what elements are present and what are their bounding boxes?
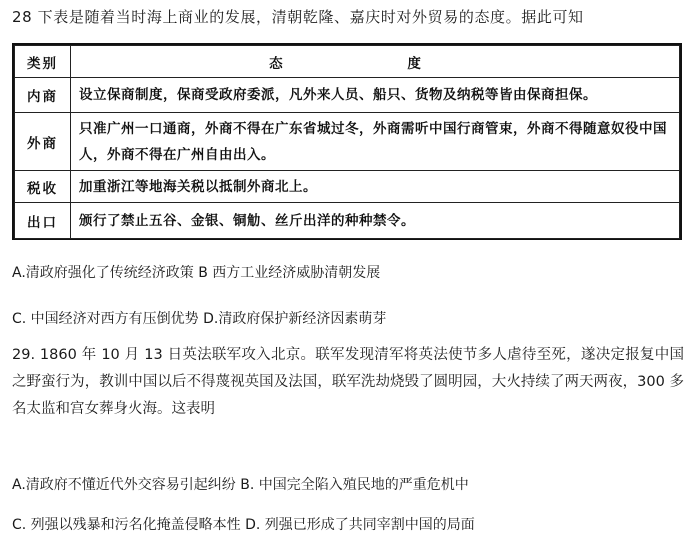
header-attitude: 态 度 — [71, 46, 680, 78]
table-row — [15, 78, 680, 113]
q28-options-cd: C. 中国经济对西方有压倒优势 D.清政府保护新经济因素萌芽 — [12, 311, 387, 327]
q29-options-ab: A.清政府不懂近代外交容易引起纠纷 B. 中国完全陷入殖民地的严重危机中 — [12, 477, 469, 493]
table-header-row — [15, 46, 680, 78]
row-attitude: 设立保商制度，保商受政府委派，凡外来人员、船只、货物及纳税等皆由保商担保。 — [71, 78, 680, 113]
q28-stem: 28 下表是随着当时海上商业的发展，清朝乾隆、嘉庆时对外贸易的态度。据此可知 — [12, 8, 584, 26]
row-category: 出口 — [15, 203, 71, 239]
q28-attitude-table — [12, 43, 682, 240]
q29-options-cd: C. 列强以残暴和污名化掩盖侵略本性 D. 列强已形成了共同宰割中国的局面 — [12, 517, 475, 533]
table-row — [15, 113, 680, 171]
table-row — [15, 171, 680, 203]
row-category: 税收 — [15, 171, 71, 203]
row-category: 外商 — [15, 113, 71, 171]
q29-stem: 29. 1860 年 10 月 13 日英法联军攻入北京。联军发现清军将英法使节多人虐待至死，遂决定报复中国之野蛮行为，教训中国以后不得蔑视英国及法国，联军洗劫烧毁了圆明园，大火持续了两天两夜，300 多名太监和宫女葬身火海。这表明 — [12, 347, 684, 417]
row-attitude: 加重浙江等地海关税以抵制外商北上。 — [71, 171, 680, 203]
row-attitude: 只准广州一口通商，外商不得在广东省城过冬，外商需听中国行商管束，外商不得随意奴役中国人，外商不得在广州自由出入。 — [71, 113, 680, 171]
table-row — [15, 203, 680, 239]
row-category: 内商 — [15, 78, 71, 113]
row-attitude: 颁行了禁止五谷、金银、铜觔、丝斤出洋的种种禁令。 — [71, 203, 680, 239]
header-category: 类别 — [15, 46, 71, 78]
q28-options-ab: A.清政府强化了传统经济政策 B 西方工业经济威胁清朝发展 — [12, 265, 381, 281]
